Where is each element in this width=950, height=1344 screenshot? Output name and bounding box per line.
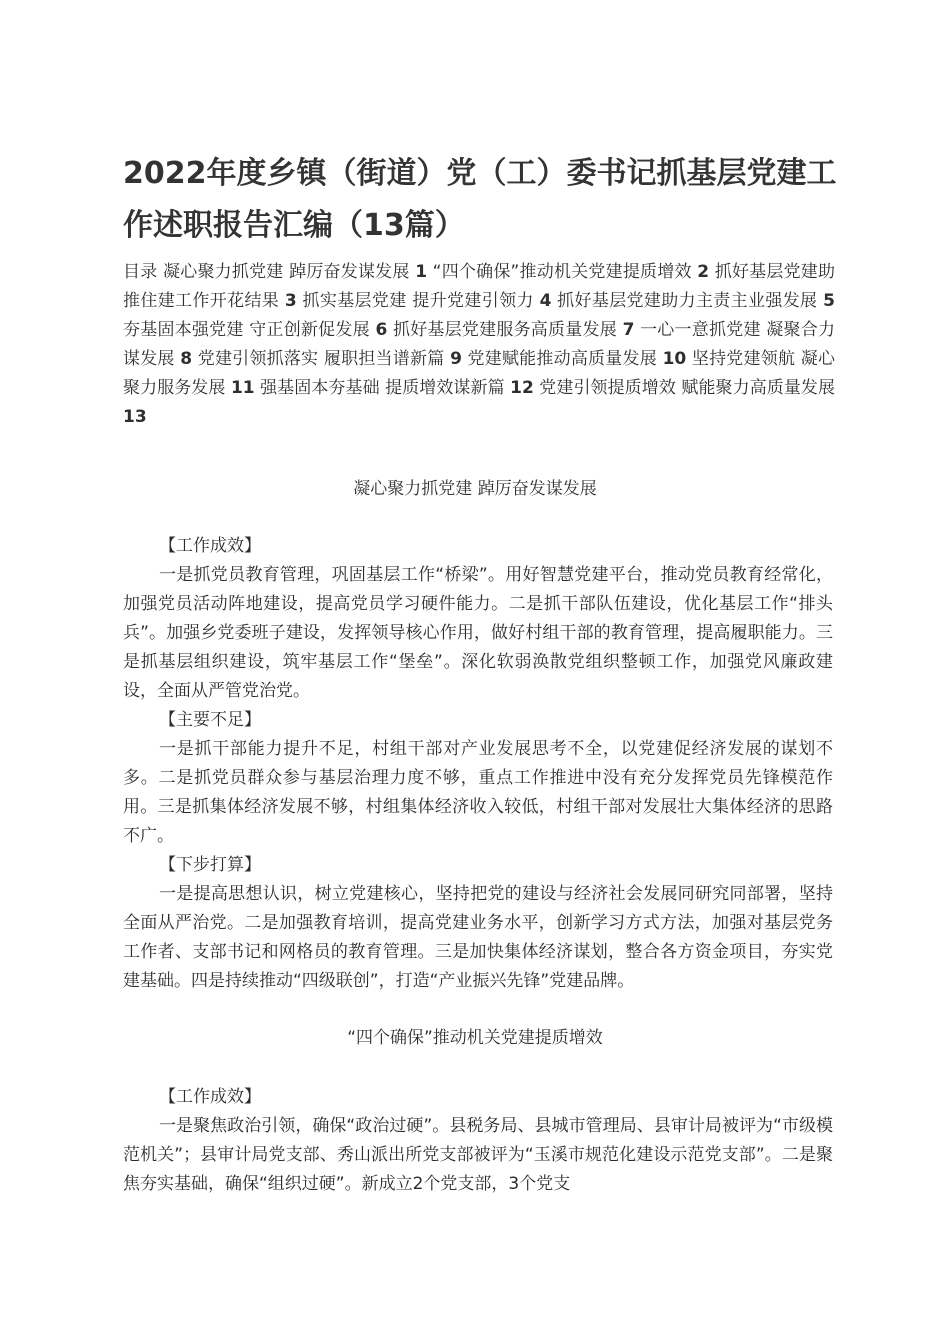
toc-entry: “四个确保”推动机关党建提质增效 2 xyxy=(427,262,710,282)
toc-entry: 抓好基层党建服务高质量发展 7 xyxy=(387,320,635,340)
toc-number: 1 xyxy=(415,262,428,282)
toc-entry: 坚持党建领航 凝心聚力服务发展 11 xyxy=(123,349,836,398)
toc-entry: 抓好基层党建助推住建工作开花结果 3 xyxy=(123,262,836,311)
toc-number: 3 xyxy=(284,291,297,311)
results-label: 【工作成效】 xyxy=(159,536,261,556)
plans-label: 【下步打算】 xyxy=(159,855,261,875)
toc-entry: 目录 凝心聚力抓党建 踔厉奋发谋发展 1 xyxy=(123,262,428,282)
section2-body xyxy=(123,1083,833,1199)
toc-number: 12 xyxy=(510,378,534,398)
toc-number: 5 xyxy=(823,291,835,311)
section1-heading: 凝心聚力抓党建 踔厉奋发谋发展 xyxy=(353,479,597,499)
shortcomings-paragraph: 一是抓干部能力提升不足，村组干部对产业发展思考不全，以党建促经济发展的谋划不多。二是抓党员群众参与基层治理力度不够，重点工作推进中没有充分发挥党员先锋模范作用。三是抓集体经济发展不够，村组集体经济收入较低，村组干部对发展壮大集体经济的思路不广。 xyxy=(123,739,833,846)
toc-number: 7 xyxy=(622,320,635,340)
toc-entry: 党建引领提质增效 赋能聚力高质量发展 13 xyxy=(123,378,835,427)
results-label: 【工作成效】 xyxy=(159,1087,261,1107)
section2-heading: “四个确保”推动机关党建提质增效 xyxy=(347,1028,603,1048)
toc-entry: 党建引领抓落实 履职担当谱新篇 9 xyxy=(192,349,462,369)
toc-number: 2 xyxy=(697,262,710,282)
toc-entry: 抓实基层党建 提升党建引领力 4 xyxy=(296,291,552,311)
plans-paragraph: 一是提高思想认识，树立党建核心，坚持把党的建设与经济社会发展同研究同部署，坚持全面从严治党。二是加强教育培训，提高党建业务水平，创新学习方式方法，加强对基层党务工作者、支部书记和网格员的教育管理。三是加快集体经济谋划，整合各方资金项目，夯实党建基础。四是持续推动“四级联创”，打造“产业振兴先锋”党建品牌。 xyxy=(123,884,833,991)
toc-entry: 抓好基层党建助力主责主业强发展 5 xyxy=(551,291,835,311)
results-paragraph: 一是聚焦政治引领，确保“政治过硬”。县税务局、县城市管理局、县审计局被评为“市级模范机关”；县审计局党支部、秀山派出所党支部被评为“玉溪市规范化建设示范党支部”。二是聚焦夯实基础，确保“组织过硬”。新成立2个党支部，3个党支 xyxy=(123,1116,833,1194)
toc-entry: 党建赋能推动高质量发展 10 xyxy=(461,349,687,369)
shortcomings-label: 【主要不足】 xyxy=(159,710,261,730)
toc-entry: 夯基固本强党建 守正创新促发展 6 xyxy=(123,320,388,340)
table-of-contents xyxy=(123,258,835,432)
toc-number: 11 xyxy=(230,378,255,398)
toc-number: 9 xyxy=(450,349,462,369)
toc-number: 13 xyxy=(123,407,147,427)
toc-entry: 一心一意抓党建 凝聚合力谋发展 8 xyxy=(123,320,836,369)
document-title: 2022年度乡镇（街道）党（工）委书记抓基层党建工作述职报告汇编（13篇） xyxy=(123,156,837,243)
toc-number: 8 xyxy=(180,349,193,369)
section1-body xyxy=(123,532,833,996)
results-paragraph: 一是抓党员教育管理，巩固基层工作“桥梁”。用好智慧党建平台，推动党员教育经常化，加强党员活动阵地建设，提高党员学习硬件能力。二是抓干部队伍建设，优化基层工作“排头兵”。加强乡党委班子建设，发挥领导核心作用，做好村组干部的教育管理，提高履职能力。三是抓基层组织建设，筑牢基层工作“堡垒”。深化软弱涣散党组织整顿工作，加强党风廉政建设，全面从严管党治党。 xyxy=(123,565,833,701)
toc-number: 4 xyxy=(539,291,552,311)
toc-entry: 强基固本夯基础 提质增效谋新篇 12 xyxy=(254,378,534,398)
toc-number: 6 xyxy=(375,320,388,340)
toc-number: 10 xyxy=(662,349,687,369)
